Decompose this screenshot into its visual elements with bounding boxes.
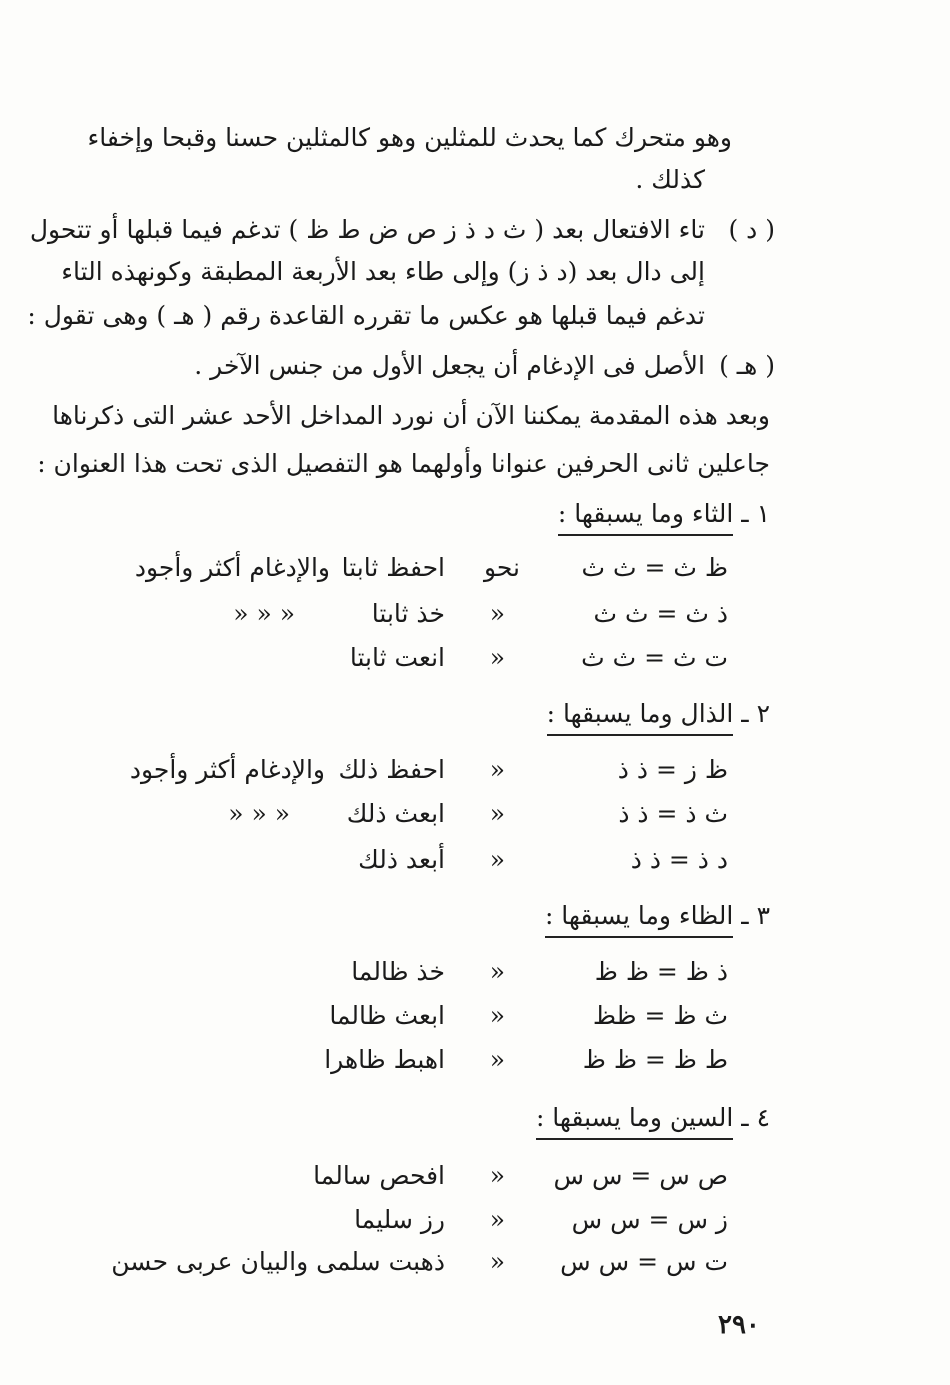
- formula: ذ ث = ث ث: [593, 599, 728, 628]
- note: « « «: [233, 599, 295, 628]
- example: احفظ ثابتا: [341, 553, 445, 582]
- formula: ظ ث = ث ث: [581, 553, 728, 582]
- section-1-heading: [558, 494, 770, 534]
- mark: «: [489, 1205, 505, 1234]
- rule-d-line-3: تدغم فيما قبلها هو عكس ما تقرره القاعدة رقم ( هـ ) وهى تقول :: [27, 301, 705, 330]
- example: افحص سالما: [313, 1161, 445, 1190]
- note: « « «: [228, 799, 290, 828]
- formula: ط ظ = ظ ظ: [582, 1045, 728, 1074]
- section-number: ٣ ـ: [741, 901, 770, 930]
- example: اهبط ظاهرا: [324, 1045, 445, 1074]
- section-4-heading: [536, 1098, 770, 1138]
- rule-d-line-1: تاء الافتعال بعد ( ث د ذ ز ص ض ط ظ ) تدغم فيما قبلها أو تتحول: [29, 215, 705, 244]
- transition-line-2: جاعلين ثانى الحرفين عنوانا وأولهما هو التفصيل الذى تحت هذا العنوان :: [37, 449, 770, 478]
- mark: «: [489, 1001, 505, 1030]
- rule-d-label: ( د ): [728, 215, 775, 244]
- section-2-heading: [547, 694, 770, 734]
- note: والإدغام أكثر وأجود: [134, 553, 330, 582]
- section-title: الثاء وما يسبقها :: [558, 499, 733, 536]
- section-3-heading: [545, 896, 770, 936]
- transition-line-1: وبعد هذه المقدمة يمكننا الآن أن نورد المداخل الأحد عشر التى ذكرناها: [52, 401, 770, 430]
- example: ابعث ظالما: [329, 1001, 445, 1030]
- formula: ذ ظ = ظ ظ: [594, 957, 728, 986]
- example: رز سليما: [354, 1205, 445, 1234]
- mark: «: [489, 599, 505, 628]
- formula: ث ظ = ظظ: [592, 1001, 728, 1030]
- example: ذهبت سلمى والبيان عربى حسن: [111, 1247, 445, 1276]
- formula: د ذ = ذ ذ: [630, 845, 728, 874]
- example: ابعث ذلك: [346, 799, 445, 828]
- rule-h-text: الأصل فى الإدغام أن يجعل الأول من جنس الآخر .: [194, 351, 705, 380]
- intro-line-1: وهو متحرك كما يحدث للمثلين وهو كالمثلين حسنا وقبحا وإخفاء: [87, 123, 732, 152]
- formula: ز س = س س: [571, 1205, 728, 1234]
- mark: «: [489, 1045, 505, 1074]
- mark: «: [489, 845, 505, 874]
- formula: ص س = س س: [553, 1161, 728, 1190]
- section-title: الذال وما يسبقها :: [547, 699, 734, 736]
- section-title: السين وما يسبقها :: [536, 1103, 733, 1140]
- section-number: ٢ ـ: [741, 699, 770, 728]
- intro-line-2: كذلك .: [635, 165, 705, 194]
- rule-d-line-2: إلى دال بعد (د ذ ز) وإلى طاء بعد الأربعة المطبقة وكونهذه التاء: [61, 257, 705, 286]
- example: احفظ ذلك: [338, 755, 445, 784]
- mark: نحو: [483, 553, 520, 582]
- note: والإدغام أكثر وأجود: [129, 755, 325, 784]
- example: خذ ظالما: [351, 957, 445, 986]
- mark: «: [489, 755, 505, 784]
- mark: «: [489, 643, 505, 672]
- formula: ت ث = ث ث: [581, 643, 728, 672]
- formula: ث ذ = ذ ذ: [618, 799, 728, 828]
- rule-h-label: ( هـ ): [719, 351, 775, 380]
- section-title: الظاء وما يسبقها :: [545, 901, 733, 938]
- mark: «: [489, 799, 505, 828]
- mark: «: [489, 1161, 505, 1190]
- formula: ظ ز = ذ ذ: [617, 755, 728, 784]
- mark: «: [489, 957, 505, 986]
- example: خذ ثابتا: [371, 599, 445, 628]
- page-number: ٢٩٠: [718, 1310, 760, 1340]
- section-number: ٤ ـ: [741, 1103, 770, 1132]
- mark: «: [489, 1247, 505, 1276]
- example: أبعد ذلك: [358, 845, 445, 874]
- section-number: ١ ـ: [741, 499, 770, 528]
- formula: ت س = س س: [560, 1247, 728, 1276]
- example: انعت ثابتا: [349, 643, 445, 672]
